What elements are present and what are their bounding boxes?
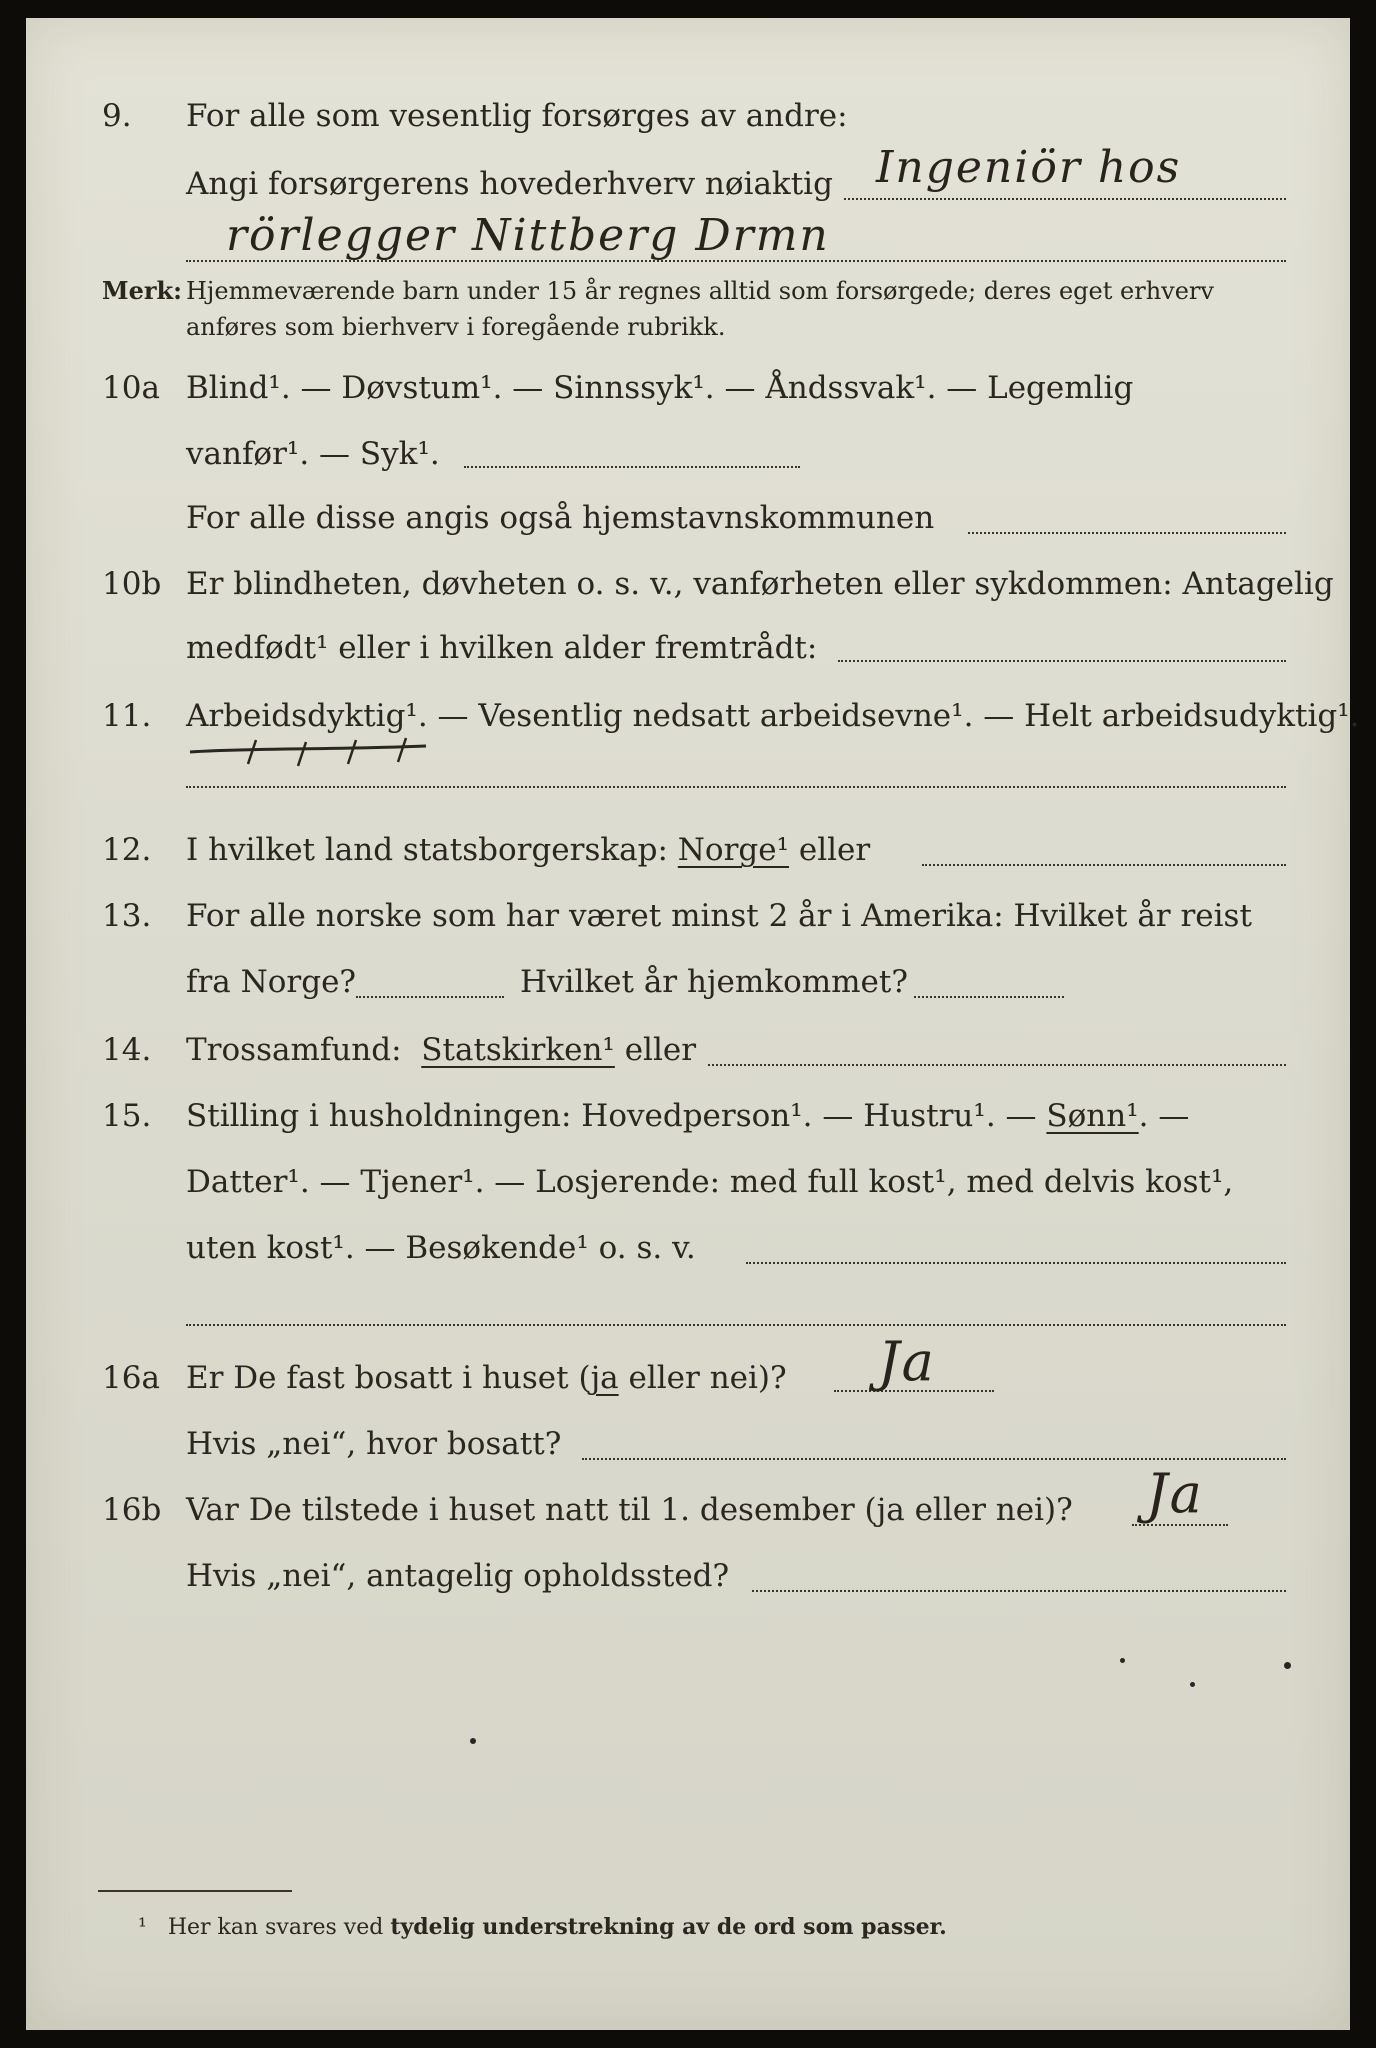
q14-text: Trossamfund: [186, 1032, 402, 1068]
footnote-text-a: Her kan svares ved [167, 1915, 391, 1940]
q16a-number: 16a [102, 1360, 160, 1396]
q15-line1-group [186, 1096, 1189, 1136]
q15-line3: uten kost¹. — Besøkende¹ o. s. v. [186, 1230, 696, 1266]
q9-line1: For alle som vesentlig forsørges av andre: [186, 98, 848, 134]
q10b-number: 10b [102, 566, 162, 602]
q13-row2 [26, 962, 1350, 1002]
ink-speck [1284, 1662, 1291, 1669]
q11-option-rest: — Vesentlig nedsatt arbeidsevne¹. — Helt arbeidsudyktig¹. [427, 698, 1360, 734]
q10a-line2: vanfør¹. — Syk¹. [186, 436, 440, 472]
q11-answer-line [186, 786, 1286, 788]
q13-row [26, 896, 1350, 936]
q16a-line1b: eller nei)? [618, 1360, 787, 1396]
q12-text: I hvilket land statsborgerskap: [186, 832, 668, 868]
q10a-line1: Blind¹. — Døvstum¹. — Sinnssyk¹. — Åndssvak¹. — Legemlig [186, 370, 1134, 406]
q12-option-norge[interactable]: Norge¹ [677, 832, 790, 868]
merk-line1: Hjemmeværende barn under 15 år regnes alltid som forsørgede; deres eget erhverv [186, 277, 1214, 305]
q12-answer-line [922, 864, 1286, 866]
q10a-line3: For alle disse angis også hjemstavnskommunen [186, 500, 935, 536]
q10a-number: 10a [102, 370, 160, 406]
q16a-row [26, 1358, 1350, 1398]
ink-speck [1120, 1658, 1125, 1663]
q15-line1b: . — [1138, 1098, 1190, 1134]
q15-answer-line2 [186, 1324, 1286, 1326]
q13-return-year-line [914, 996, 1064, 998]
q16a-handwritten-answer: Ja [878, 1330, 936, 1393]
ink-speck [1190, 1682, 1195, 1687]
q10a-home-municipality-line [968, 532, 1286, 534]
q9-line2: Angi forsørgerens hovederhverv nøiaktig [186, 166, 833, 202]
q16a-residence-line [582, 1458, 1286, 1460]
q16b-handwritten-answer: Ja [1146, 1462, 1204, 1525]
q16a-option-ja[interactable]: ja [590, 1360, 619, 1396]
ink-speck [470, 1738, 476, 1744]
q14-tail: eller [614, 1032, 697, 1068]
footnote-mark: ¹ [138, 1915, 147, 1940]
q10b-line2: medfødt¹ eller i hvilken alder fremtrådt: [186, 630, 818, 666]
q10b-row [26, 564, 1350, 604]
q16a-line2: Hvis „nei“, hvor bosatt? [186, 1426, 562, 1462]
q14-text-group [186, 1030, 696, 1070]
q16b-line2: Hvis „nei“, antagelig opholdssted? [186, 1558, 730, 1594]
q14-answer-line [708, 1064, 1286, 1066]
q10b-line1: Er blindheten, døvheten o. s. v., vanførheten eller sykdommen: Antagelig [186, 566, 1334, 602]
q14-option-statskirken[interactable]: Statskirken¹ [421, 1032, 615, 1068]
q10a-row [26, 368, 1350, 408]
q9-row [26, 96, 1350, 136]
q9-handwritten-answer1: Ingeniör hos [876, 142, 1182, 193]
q16a-line1-group [186, 1358, 787, 1398]
q12-text-group [186, 830, 870, 870]
footnote-text-b: tydelig understrekning av de ord som passer. [390, 1914, 947, 1940]
merk-note [102, 274, 1214, 308]
footnote [138, 1914, 947, 1940]
q10a-answer-line [464, 466, 800, 468]
q15-row [26, 1096, 1350, 1136]
q15-option-sonn[interactable]: Sønn¹ [1046, 1098, 1139, 1134]
q12-number: 12. [102, 832, 152, 868]
q15-answer-line [746, 1262, 1286, 1264]
q15-row2 [26, 1162, 1350, 1202]
q9-number: 9. [102, 98, 132, 134]
q9-handwritten-answer2: rörlegger Nittberg Drmn [226, 210, 830, 261]
q16b-location-line [752, 1590, 1286, 1592]
q11-number: 11. [102, 698, 152, 734]
merk-label: Merk: [102, 276, 182, 305]
q13-line1: For alle norske som har været minst 2 år i Amerika: Hvilket år reist [186, 898, 1252, 934]
q15-line1a: Stilling i husholdningen: Hovedperson¹. — Hustru¹. — [186, 1098, 1037, 1134]
census-form-page [26, 18, 1360, 2030]
q10b-row2 [26, 628, 1350, 668]
q16b-answer-line [1132, 1524, 1228, 1526]
q13-line2b: Hvilket år hjemkommet? [520, 964, 908, 1000]
q10a-row2 [26, 434, 1350, 474]
q9-answer-line1 [844, 198, 1286, 200]
q14-number: 14. [102, 1032, 152, 1068]
q10b-answer-line [838, 660, 1286, 662]
q13-departure-year-line [356, 996, 504, 998]
q15-number: 15. [102, 1098, 152, 1134]
merk-line2: anføres som bierhverv i foregående rubrikk. [186, 313, 726, 341]
q12-tail: eller [789, 832, 871, 868]
footnote-rule [98, 1890, 292, 1892]
q11-handwritten-underline [186, 728, 436, 768]
q16a-line1a: Er De fast bosatt i huset ( [186, 1360, 591, 1396]
q13-number: 13. [102, 898, 152, 934]
q15-line2: Datter¹. — Tjener¹. — Losjerende: med full kost¹, med delvis kost¹, [186, 1164, 1234, 1200]
q13-line2a: fra Norge? [186, 964, 357, 1000]
q11-option-arbeidsdyktig[interactable]: Arbeidsdyktig¹. [186, 698, 428, 734]
q16b-line1: Var De tilstede i huset natt til 1. desember (ja eller nei)? [186, 1492, 1073, 1528]
q16b-number: 16b [102, 1492, 162, 1528]
